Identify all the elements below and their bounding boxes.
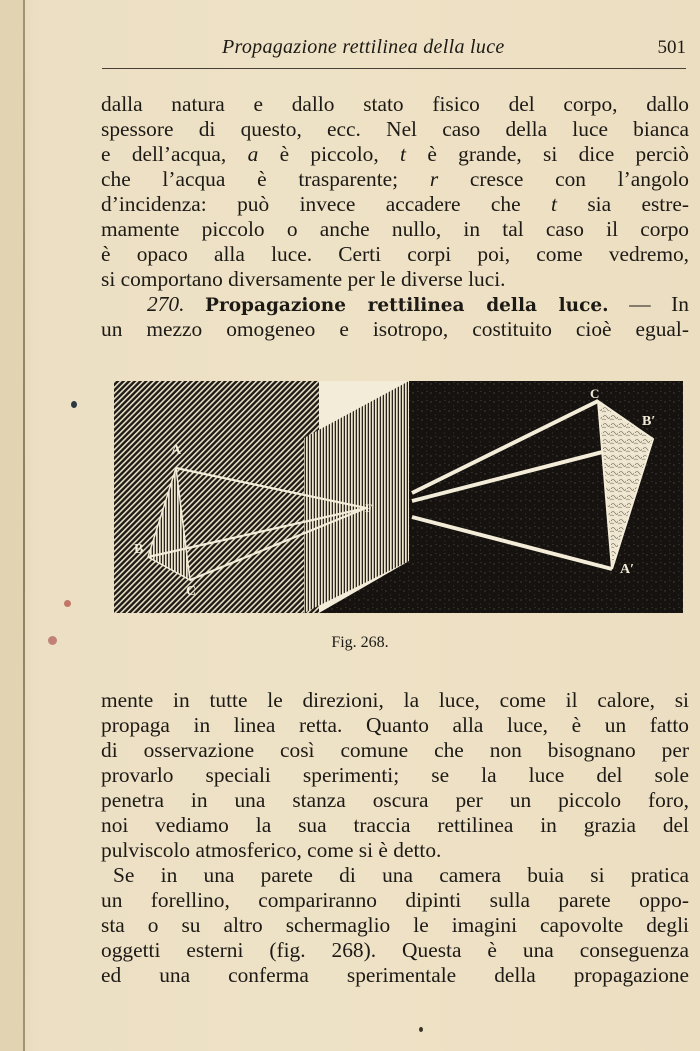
stain-spot — [64, 600, 71, 607]
text-line: si comportano diversamente per le diverse luci. — [101, 267, 506, 291]
label-f: F — [365, 501, 373, 515]
text-line: pulviscolo atmosferico, come si è detto. — [101, 838, 442, 862]
text-line: oggetti esterni (fig. 268). Questa è una conseguenza — [101, 938, 689, 962]
text-line: d’incidenza: può invece accadere che t sia estre- — [101, 192, 689, 216]
text-line: di osservazione così comune che non bisognano per — [101, 738, 689, 762]
text-line: che l’acqua è trasparente; r cresce con l’angolo — [101, 167, 690, 191]
text-line: sta o su altro schermaglio le imagini capovolte degli — [101, 913, 689, 937]
label-c-prime: C — [590, 386, 600, 401]
gutter-fold-line — [23, 0, 25, 1051]
paragraph-bottom — [101, 688, 689, 988]
figure-camera-obscura — [114, 381, 683, 613]
text-line: spessore di questo, ecc. Nel caso della luce bianca — [101, 117, 689, 141]
label-c: C — [186, 584, 197, 599]
text-line: Se in una parete di una camera buia si pratica — [113, 863, 689, 887]
paragraph-top — [101, 92, 689, 342]
text-line: penetra in una stanza oscura per un piccolo foro, — [101, 788, 689, 812]
text-line: provarlo speciali sperimenti; se la luce del sole — [101, 763, 689, 787]
page-number: 501 — [657, 37, 686, 58]
label-b-prime: B′ — [642, 414, 656, 429]
text-line: propaga in linea retta. Quanto alla luce, è un fatto — [101, 713, 689, 737]
text-line: ed una conferma sperimentale della propagazione — [101, 963, 689, 987]
label-b: B — [134, 542, 144, 557]
text-line: dalla natura e dallo stato fisico del corpo, dallo — [101, 92, 689, 116]
page-gutter — [0, 0, 23, 1051]
ink-spot — [419, 1027, 423, 1032]
text-line: mente in tutte le direzioni, la luce, come il calore, si — [101, 688, 689, 712]
label-a: A — [171, 443, 182, 458]
running-head — [100, 36, 688, 62]
section-title: Propagazione rettilinea della luce. — [205, 295, 609, 316]
lit-exterior — [114, 381, 319, 613]
text-line: è opaco alla luce. Certi corpi poi, come vedremo, — [101, 242, 689, 266]
header-rule — [102, 68, 686, 69]
text-line: mamente piccolo o anche nullo, in tal caso il corpo — [101, 217, 689, 241]
section-number: 270. — [147, 292, 185, 316]
running-title: Propagazione rettilinea della luce — [222, 36, 505, 58]
text-line: e dell’acqua, a è piccolo, t è grande, si dice perciò — [101, 142, 689, 166]
text-line: noi vediamo la sua traccia rettilinea in grazia del — [101, 813, 689, 837]
section-heading: 270. Propagazione rettilinea della luce. — In — [147, 292, 689, 316]
ink-spot — [71, 401, 77, 408]
figure-caption: Fig. 268. — [331, 634, 389, 651]
label-a-prime: A′ — [620, 562, 635, 577]
text-line: un mezzo omogeneo e isotropo, costituito cioè egual- — [101, 317, 689, 341]
text-line: un forellino, compariranno dipinti sulla parete oppo- — [101, 888, 689, 912]
